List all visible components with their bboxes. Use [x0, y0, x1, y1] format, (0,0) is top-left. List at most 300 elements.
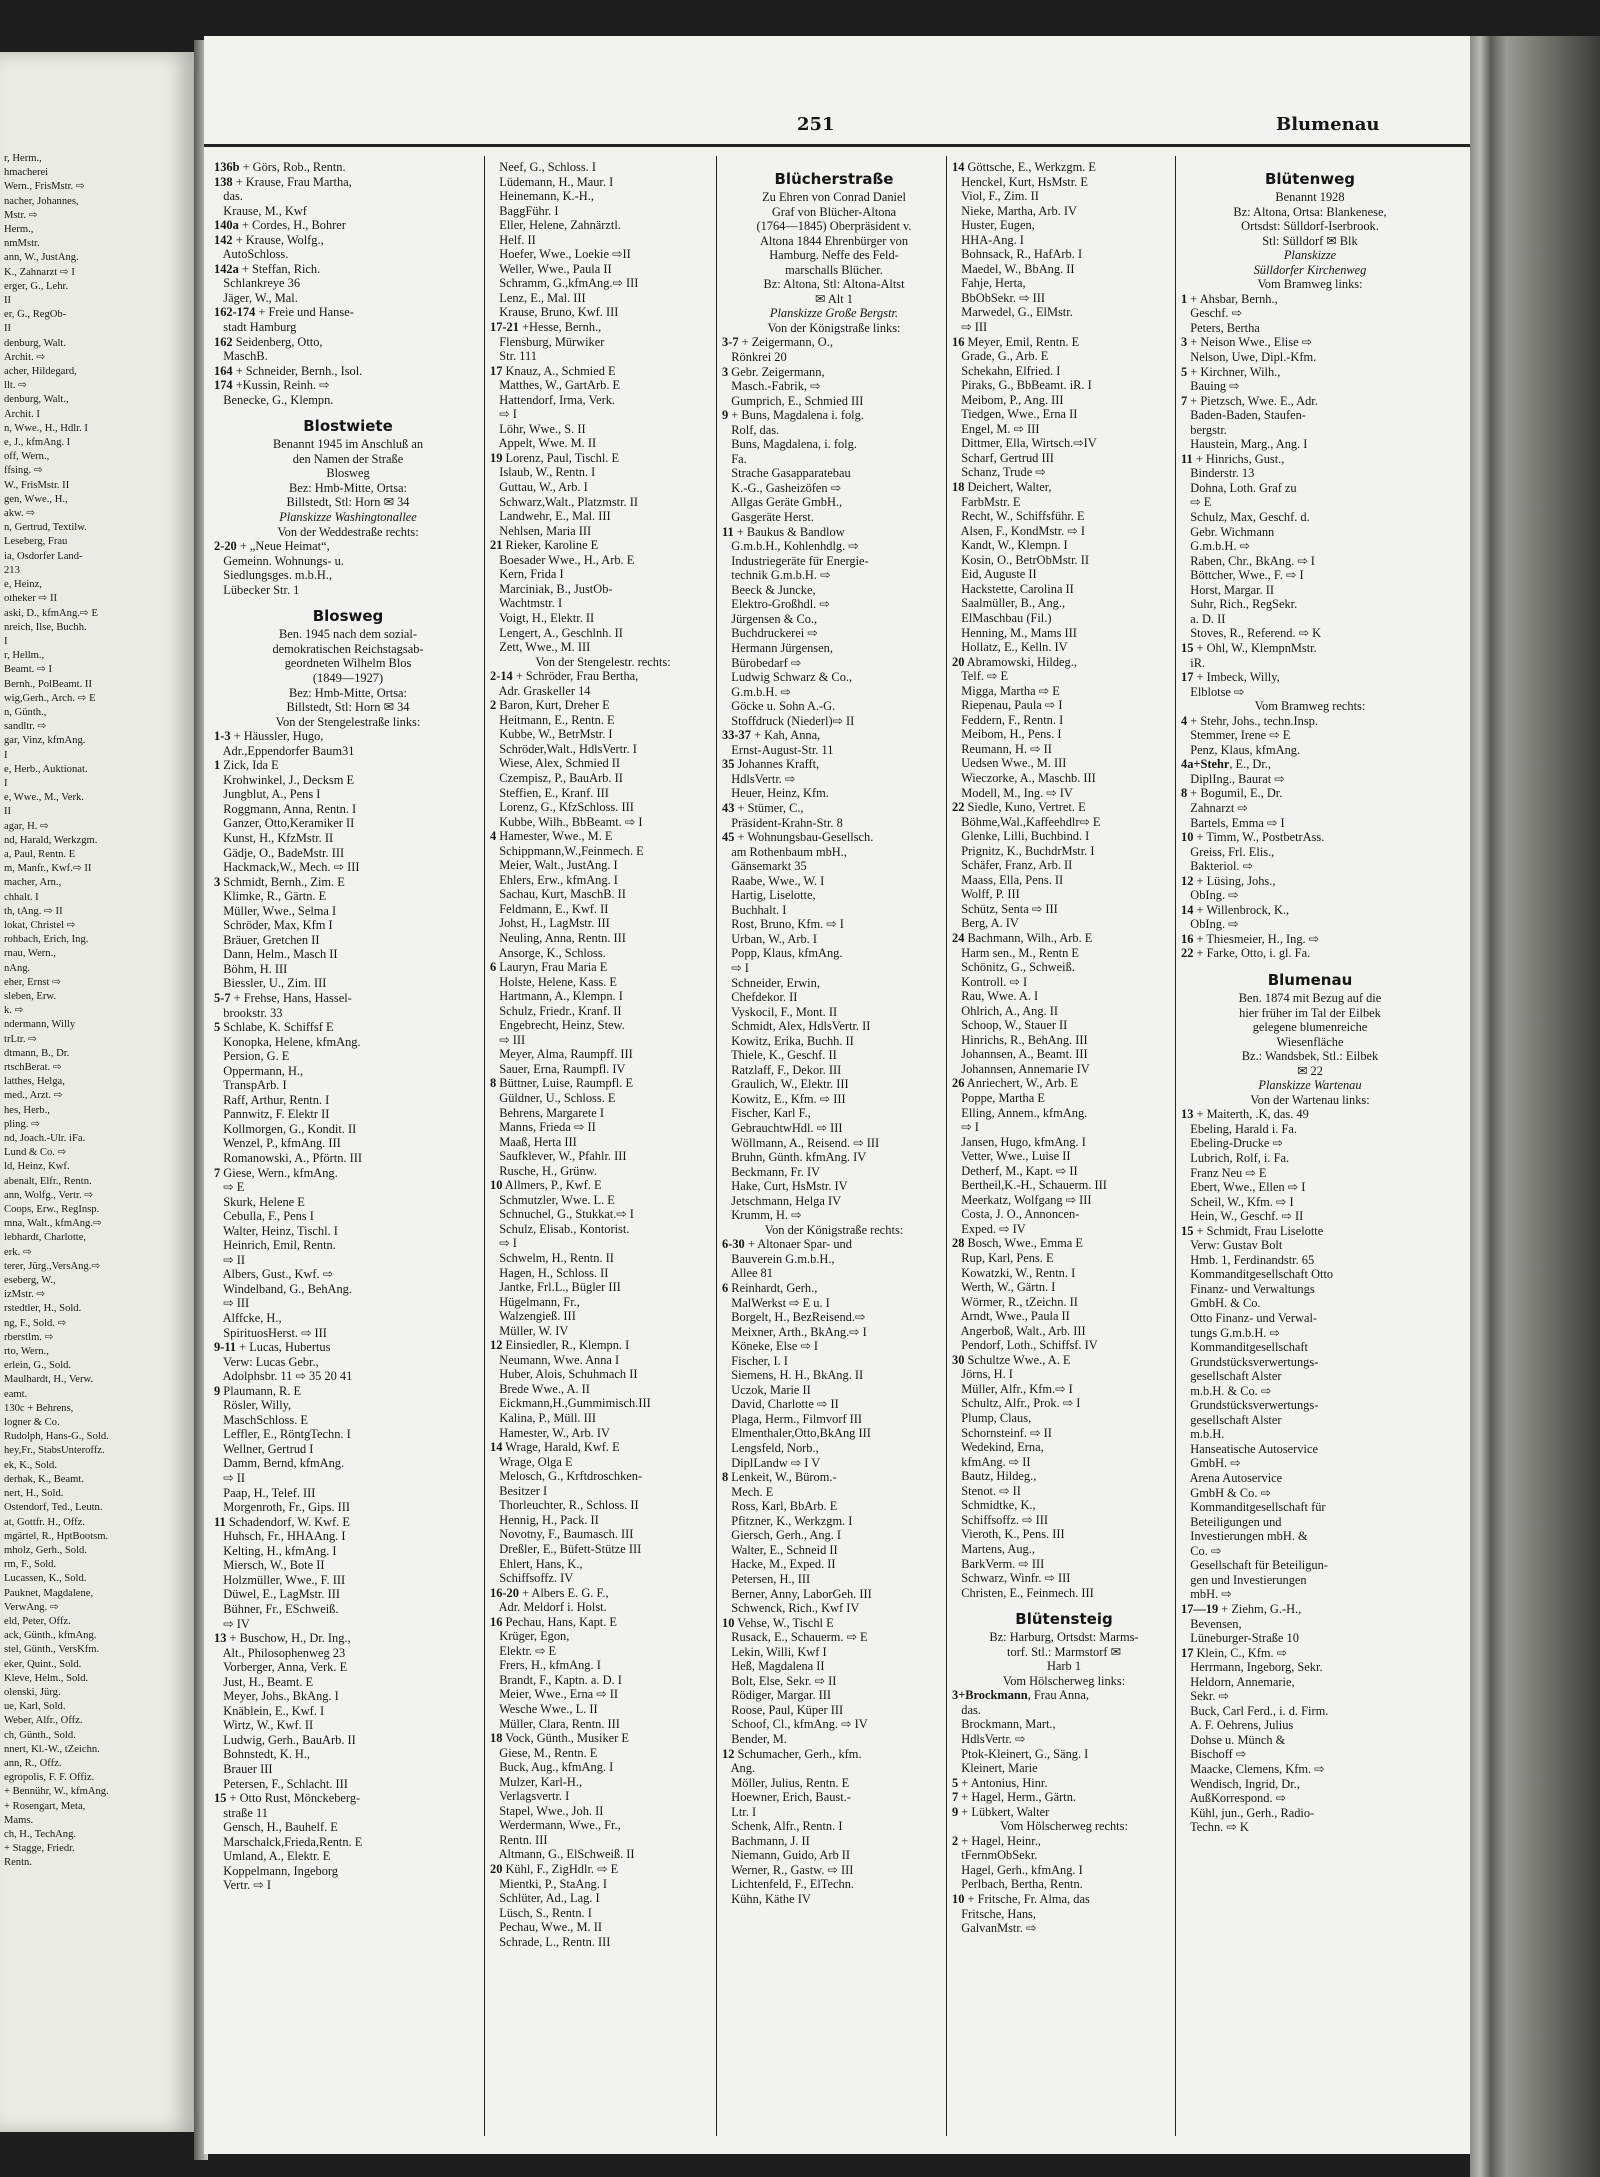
fragment-line: hey,Fr., StabsUnteroffz.	[4, 1445, 105, 1457]
house-number-entry: 6-30 + Altonaer Spar- und	[722, 1237, 852, 1252]
house-number-entry: 2 Baron, Kurt, Dreher E	[490, 698, 610, 713]
resident-line: ElMaschbau (Fil.)	[952, 610, 1052, 625]
fragment-line: nmMstr.	[4, 238, 40, 250]
house-number-entry: 20 Abramowski, Hildeg.,	[952, 654, 1077, 669]
fragment-line: nnert, Kl.-W., tZeichn.	[4, 1743, 100, 1755]
resident-line: Ptok-Kleinert, G., Säng. I	[952, 1746, 1089, 1761]
fragment-line: th, tAng. ⇨ II	[4, 905, 63, 917]
fragment-line: erger, G., Lehr.	[4, 280, 69, 292]
resident-line: technik G.m.b.H. ⇨	[722, 568, 831, 583]
resident-line: Bakteriol. ⇨	[1181, 859, 1253, 874]
fragment-line: otheker ⇨ II	[4, 593, 57, 605]
resident-line: Migga, Martha ⇨ E	[952, 683, 1060, 698]
resident-line: Rönkrei 20	[722, 350, 787, 365]
resident-line: Kubbe, Wilh., BbBeamt. ⇨ I	[490, 814, 643, 829]
fragment-line: II	[4, 323, 12, 335]
fragment-line: + Rosengart, Meta,	[4, 1800, 86, 1812]
resident-line: Windelband, G., BehAng.	[214, 1281, 352, 1296]
resident-line: Stoffdruck (Niederl)⇨ II	[722, 713, 855, 728]
fragment-line: eamt.	[4, 1388, 28, 1400]
resident-line: Schröder,Walt., HdlsVertr. I	[490, 741, 637, 756]
fragment-line: ann, W., JustAng.	[4, 252, 79, 264]
fragment-line: K., Zahnarzt ⇨ I	[4, 266, 75, 278]
resident-line: Dittmer, Ella, Wirtsch.⇨IV	[952, 436, 1097, 451]
resident-line: Ang.	[722, 1761, 756, 1776]
street-heading: Blütenweg	[1264, 170, 1356, 188]
page-number: 251	[797, 114, 835, 135]
resident-line: Buck, Carl Ferd., i. d. Firm.	[1181, 1703, 1329, 1718]
resident-line: Tiedgen, Wwe., Erna II	[952, 407, 1078, 422]
resident-line: GmbH & Co. ⇨	[1181, 1485, 1271, 1500]
house-number-entry: 9 + Lübkert, Walter	[952, 1804, 1050, 1819]
resident-line: Dohna, Loth. Graf zu	[1181, 480, 1297, 495]
fragment-line: VerwAng. ⇨	[4, 1601, 59, 1613]
resident-line: Manns, Frieda ⇨ II	[490, 1120, 596, 1135]
resident-line: Kollmorgen, G., Kondit. II	[214, 1121, 357, 1136]
house-number-entry: 6 Reinhardt, Gerh.,	[722, 1281, 818, 1296]
resident-line: Strache Gasapparatebau	[722, 466, 851, 481]
resident-line: Johst, H., LagMstr. III	[490, 916, 610, 931]
resident-line: Raben, Chr., BkAng. ⇨ I	[1181, 553, 1315, 568]
resident-line: Heuer, Heinz, Kfm.	[722, 786, 829, 801]
resident-line: Lübecker Str. 1	[214, 582, 300, 597]
fragment-line: Archit. ⇨	[4, 351, 46, 363]
house-number-entry: 8 + Bogumil, E., Dr.	[1181, 786, 1283, 801]
fragment-line: nert, H., Sold.	[4, 1488, 64, 1500]
resident-line: Walzengieß. III	[490, 1309, 576, 1324]
house-number-entry: 4a+Stehr, E., Dr.,	[1181, 757, 1272, 772]
resident-line: Düwel, E., LagMstr. III	[214, 1587, 340, 1602]
fragment-line: ann, Wolfg., Vertr. ⇨	[4, 1189, 94, 1201]
resident-line: Riepenau, Paula ⇨ I	[952, 698, 1063, 713]
house-number-entry: 17-21 +Hesse, Bernh.,	[490, 320, 602, 335]
fragment-line: Archit. I	[4, 408, 40, 420]
resident-line: David, Charlotte ⇨ II	[722, 1397, 839, 1412]
resident-line: Ganzer, Otto,Keramiker II	[214, 816, 355, 831]
fragment-line: Kleve, Helm., Sold.	[4, 1672, 89, 1684]
resident-line: Elling, Annem., kfmAng.	[952, 1105, 1088, 1120]
fragment-line: mholz, Gerh., Sold.	[4, 1544, 87, 1556]
resident-line: Löhr, Wwe., S. II	[490, 421, 586, 436]
resident-line: Hennig, H., Pack. II	[490, 1512, 599, 1527]
resident-line: Leffler, E., RöntgTechn. I	[214, 1427, 351, 1442]
resident-line: Böhme,Wal.,Kaffeehdlr⇨ E	[952, 814, 1101, 829]
resident-line: Lichtenfeld, F., ElTechn.	[722, 1877, 854, 1892]
fragment-line: aski, D., kfmAng.⇨ E	[4, 607, 98, 619]
fragment-line: sandltr. ⇨	[4, 721, 47, 733]
resident-line: Herrmann, Ingeborg, Sekr.	[1181, 1660, 1323, 1675]
resident-line: Kühn, Käthe IV	[722, 1891, 811, 1906]
resident-line: das.	[214, 189, 243, 204]
resident-line: Schultz, Alfr., Prok. ⇨ I	[952, 1396, 1081, 1411]
resident-line: Schütz, Senta ⇨ III	[952, 901, 1058, 916]
resident-line: Brede Wwe., A. II	[490, 1381, 590, 1396]
resident-line: Verw: Lucas Gebr.,	[214, 1354, 319, 1369]
resident-line: Besitzer I	[490, 1483, 548, 1498]
resident-line: Saufklever, W., Pfahlr. III	[490, 1149, 627, 1164]
resident-line: Kühl, jun., Gerh., Radio-	[1181, 1805, 1315, 1820]
resident-line: Peters, Bertha	[1181, 320, 1260, 335]
resident-line: GebrauchtwHdl. ⇨ III	[722, 1121, 843, 1135]
house-number-entry: 5 Schlabe, K. Schiffsf E	[214, 1020, 334, 1035]
fragment-line: nreich, Ilse, Buchh.	[4, 621, 87, 633]
resident-line: Schoof, Cl., kfmAng. ⇨ IV	[722, 1717, 868, 1732]
resident-line: Hollatz, E., Kelln. IV	[952, 640, 1068, 655]
house-number-entry: 15 + Schmidt, Frau Liselotte	[1181, 1223, 1324, 1238]
resident-line: Detherf, M., Kapt. ⇨ II	[952, 1163, 1078, 1178]
fragment-line: agar, H. ⇨	[4, 820, 49, 832]
resident-line: Schekahn, Elfried. I	[952, 363, 1061, 378]
house-number-entry: 136b + Görs, Rob., Rentn.	[214, 160, 346, 174]
resident-line: Frers, H., kfmAng. I	[490, 1658, 601, 1673]
resident-line: Schwelm, H., Rentn. II	[490, 1251, 614, 1266]
resident-line: Plaga, Herm., Filmvorf III	[722, 1411, 863, 1426]
house-number-entry: 174 +Kussin, Reinh. ⇨	[214, 378, 330, 393]
resident-line: Flensburg, Mürwiker	[490, 334, 605, 349]
resident-line: Heß, Magdalena II	[722, 1659, 825, 1674]
house-number-entry: 2 + Hagel, Heinr.,	[952, 1833, 1041, 1848]
house-number-entry: 9 Plaumann, R. E	[214, 1383, 302, 1398]
resident-line: Sauer, Erna, Raumpfl. IV	[490, 1061, 626, 1076]
resident-line: Beeck & Juncke,	[722, 582, 816, 597]
resident-line: Kubbe, W., BetrMstr. I	[490, 727, 613, 742]
resident-line: Raabe, Wwe., W. I	[722, 873, 825, 888]
resident-line: Ebert, Wwe., Ellen ⇨ I	[1181, 1180, 1306, 1195]
resident-line: Rolf, das.	[722, 422, 780, 437]
resident-line: Wörmer, R., tZeichn. II	[952, 1294, 1078, 1309]
resident-line: Graulich, W., Elektr. III	[722, 1077, 849, 1092]
fragment-line: mgärtel, R., HptBootsm.	[4, 1530, 109, 1542]
house-number-entry: 20 Kühl, F., ZigHdlr. ⇨ E	[490, 1861, 619, 1876]
house-number-entry: 18 Vock, Günth., Musiker E	[490, 1731, 629, 1746]
resident-line: Meixner, Arth., BkAng.⇨ I	[722, 1324, 867, 1339]
resident-line: Knäblein, E., Kwf. I	[214, 1703, 325, 1718]
resident-line: Finanz- und Verwaltungs	[1181, 1281, 1315, 1296]
house-number-entry: 10 Vehse, W., Tischl E	[722, 1615, 834, 1630]
resident-line: Investierungen mbH. &	[1181, 1529, 1308, 1544]
resident-line: Stapel, Wwe., Joh. II	[490, 1803, 604, 1818]
directory-column	[952, 160, 1176, 1936]
fragment-line: ack, Günth., kfmAng.	[4, 1630, 97, 1642]
resident-line: Skurk, Helene E	[214, 1194, 305, 1209]
resident-line: Biessler, U., Zim. III	[214, 976, 327, 991]
resident-line: Hamester, W., Arb. IV	[490, 1425, 610, 1440]
street-info-line: Bz.: Wandsbek, Stl.: Eilbek	[1241, 1049, 1379, 1064]
house-number-entry: 162-174 + Freie und Hanse-	[214, 305, 354, 320]
resident-line: Eller, Helene, Zahnärztl.	[490, 218, 621, 233]
street-info-line: Bz: Harburg, Ortsdst: Marms-	[989, 1630, 1139, 1645]
resident-line: ⇨ III	[952, 320, 988, 335]
resident-line: Landwehr, E., Mal. III	[490, 509, 611, 524]
resident-line: Alt., Philosophenweg 23	[214, 1645, 346, 1660]
street-info-line: Hamburg. Neffe des Feld-	[769, 248, 899, 263]
resident-line: Feddern, F., Rentn. I	[952, 712, 1064, 727]
fragment-line: denburg, Walt.	[4, 337, 67, 349]
fragment-line: chhalt. I	[4, 891, 39, 903]
house-number-entry: 33-37 + Kah, Anna,	[722, 728, 821, 743]
house-number-entry: 22 Siedle, Kuno, Vertret. E	[952, 800, 1086, 815]
fragment-line: + Stagge, Friedr.	[4, 1843, 75, 1855]
resident-line: Giese, M., Rentn. E	[490, 1745, 598, 1760]
running-head: Blumenau	[1276, 114, 1380, 135]
resident-line: Altmann, G., ElSchweiß. II	[490, 1847, 635, 1862]
resident-line: Schwarz, Winfr. ⇨ III	[952, 1571, 1071, 1586]
resident-line: Marciniak, B., JustOb-	[490, 581, 613, 596]
resident-line: Alsen, F., KondMstr. ⇨ I	[952, 523, 1085, 538]
fragment-line: ffsing. ⇨	[4, 465, 43, 477]
house-number-entry: 16-20 + Albers E. G. F.,	[490, 1585, 609, 1600]
resident-line: DiplIng., Baurat ⇨	[1181, 771, 1285, 786]
street-info-line: Graf von Blücher-Altona	[771, 204, 897, 219]
resident-line: iR.	[1181, 655, 1206, 670]
resident-line: Franz Neu ⇨ E	[1181, 1165, 1267, 1180]
resident-line: Neef, G., Schloss. I	[490, 160, 596, 174]
resident-line: Siedlungsges. m.b.H.,	[214, 568, 333, 583]
fragment-line: r, Hellm.,	[4, 650, 45, 662]
fragment-line: 130c + Behrens,	[4, 1402, 74, 1414]
resident-line: GalvanMstr. ⇨	[952, 1921, 1037, 1936]
fragment-line: pling. ⇨	[4, 1118, 40, 1130]
resident-line: Lekin, Willi, Kwf I	[722, 1644, 827, 1659]
street-info-line: Blosweg	[326, 466, 370, 481]
resident-line: Vieroth, K., Pens. III	[952, 1527, 1065, 1542]
resident-line: Kunst, H., KfzMstr. II	[214, 830, 334, 845]
resident-line: Schrade, L., Rentn. III	[490, 1934, 611, 1949]
street-info-line: ✉ Alt 1	[815, 291, 853, 306]
resident-line: Koppelmann, Ingeborg	[214, 1863, 338, 1878]
resident-line: A. F. Oehrens, Julius	[1181, 1718, 1294, 1733]
house-number-entry: 16 Meyer, Emil, Rentn. E	[952, 334, 1080, 349]
fragment-line: erlein, G., Sold.	[4, 1360, 72, 1372]
street-info-line: Von der Stengelestr. rechts:	[535, 654, 671, 669]
resident-line: Adolphsbr. 11 ⇨ 35 20 41	[214, 1369, 353, 1384]
house-number-entry: 4 + Stehr, Johs., techn.Insp.	[1181, 713, 1318, 728]
directory-column	[722, 160, 946, 1907]
fragment-line: k. ⇨	[4, 1005, 24, 1017]
resident-line: Raff, Arthur, Rentn. I	[214, 1092, 330, 1107]
house-number-entry: 5 + Antonius, Hinr.	[952, 1775, 1048, 1790]
resident-line: Bender, M.	[722, 1731, 787, 1746]
resident-line: MaschB.	[214, 349, 268, 364]
resident-line: Lenz, E., Mal. III	[490, 290, 586, 305]
resident-line: gen und Investierungen	[1181, 1572, 1307, 1587]
resident-line: Schnuchel, G., Stukkat.⇨ I	[490, 1207, 634, 1222]
house-number-entry: 14 + Willenbrock, K.,	[1181, 902, 1290, 917]
resident-line: Krause, Bruno, Kwf. III	[490, 305, 619, 320]
resident-line: Schröder, Max, Kfm I	[214, 918, 333, 933]
resident-line: Ross, Karl, BbArb. E	[722, 1499, 838, 1514]
house-number-entry: 30 Schultze Wwe., A. E	[952, 1352, 1071, 1367]
resident-line: Müller, Alfr., Kfm.⇨ I	[952, 1381, 1073, 1396]
house-number-entry: 14 Wrage, Harald, Kwf. E	[490, 1440, 620, 1455]
resident-line: ⇨ I	[490, 1236, 517, 1251]
fragment-line: sleben, Erw.	[4, 990, 56, 1002]
resident-line: Feldmann, E., Kwf. II	[490, 901, 609, 916]
house-number-entry: 3 Gebr. Zeigermann,	[722, 364, 825, 379]
resident-line: Müller, Wwe., Selma I	[214, 903, 337, 918]
resident-line: Kleinert, Marie	[952, 1761, 1038, 1776]
resident-line: Rentn. III	[490, 1832, 548, 1847]
fragment-line: logner & Co.	[4, 1417, 60, 1429]
resident-line: Engel, M. ⇨ III	[952, 421, 1040, 436]
resident-line: TranspArb. I	[214, 1078, 287, 1093]
resident-line: Bauing ⇨	[1181, 379, 1240, 394]
resident-line: Industriegeräte für Energie-	[722, 553, 869, 568]
resident-line: Bohnsack, R., HafArb. I	[952, 247, 1083, 262]
fragment-line: Weber, Alfr., Offz.	[4, 1715, 83, 1727]
resident-line: Roose, Paul, Küper III	[722, 1702, 844, 1717]
fragment-line: ann, R., Offz.	[4, 1757, 62, 1769]
street-heading: Blücherstraße	[774, 170, 894, 188]
resident-line: Huhsch, Fr., HHAAng. I	[214, 1529, 346, 1544]
house-number-entry: 6 Lauryn, Frau Maria E	[490, 960, 608, 975]
resident-line: ObIng. ⇨	[1181, 917, 1239, 932]
resident-line: Ehlers, Erw., kfmAng. I	[490, 872, 618, 887]
resident-line: Gänsemarkt 35	[722, 859, 807, 874]
resident-line: Rusack, E., Schauerm. ⇨ E	[722, 1630, 868, 1645]
resident-line: K.-G., Gasheizöfen ⇨	[722, 480, 842, 495]
fragment-line: derhak, K., Beamt.	[4, 1473, 85, 1485]
street-info-line: Ortsdst: Sülldorf-Iserbrook.	[1241, 219, 1379, 234]
resident-line: Kalina, P., Müll. III	[490, 1411, 596, 1426]
resident-line: Geschf. ⇨	[1181, 306, 1242, 321]
resident-line: Borgelt, H., BezReisend.⇨	[722, 1310, 866, 1325]
fragment-line: nAng.	[4, 962, 31, 974]
resident-line: Persion, G. E	[214, 1049, 290, 1064]
resident-line: Rusche, H., Grünw.	[490, 1163, 597, 1178]
street-heading: Blütensteig	[1015, 1610, 1113, 1629]
resident-line: Zett, Wwe., M. III	[490, 640, 591, 655]
fragment-line: eseberg, W.,	[4, 1275, 56, 1287]
resident-line: Str. 111	[490, 349, 537, 364]
resident-line: Wirtz, W., Kwf. II	[214, 1718, 314, 1733]
resident-line: Hartig, Liselotte,	[722, 888, 816, 903]
house-number-entry: 14 Göttsche, E., Werkzgm. E	[952, 160, 1096, 174]
house-number-entry: 12 + Lüsing, Johs.,	[1181, 873, 1276, 888]
fragment-line: + Bennühr, W., kfmAng.	[4, 1786, 109, 1798]
resident-line: Poppe, Martha E	[952, 1091, 1045, 1105]
house-number-entry: 7 + Hagel, Herm., Gärtn.	[952, 1790, 1076, 1805]
house-number-entry: 11 + Baukus & Bandlow	[722, 524, 845, 539]
resident-line: Rost, Bruno, Kfm. ⇨ I	[722, 917, 844, 932]
fragment-line: n, Gertrud, Textilw.	[4, 522, 87, 534]
resident-line: Hackstette, Carolina II	[952, 581, 1074, 596]
resident-line: Präsident-Krahn-Str. 8	[722, 815, 843, 830]
resident-line: HdlsVertr. ⇨	[722, 771, 796, 786]
resident-line: Maedel, W., BbAng. II	[952, 261, 1075, 276]
resident-line: Verlagsvertr. I	[490, 1789, 570, 1804]
resident-line: Klimke, R., Gärtn. E	[214, 889, 327, 904]
fragment-line: e, J., kfmAng. I	[4, 437, 71, 449]
resident-line: Köneke, Else ⇨ I	[722, 1339, 819, 1354]
resident-line: Masch.-Fabrik, ⇨	[722, 379, 821, 394]
resident-line: Grundstücksverwertungs-	[1181, 1398, 1319, 1413]
resident-line: Schmidt, Alex, HdlsVertr. II	[722, 1019, 871, 1034]
resident-line: GmbH. ⇨	[1181, 1456, 1241, 1471]
resident-line: Schäfer, Franz, Arb. II	[952, 858, 1073, 873]
resident-line: Elektro-Großhdl. ⇨	[722, 597, 830, 612]
house-number-entry: 142a + Steffan, Rich.	[214, 261, 321, 276]
resident-line: Dohse u. Münch &	[1181, 1732, 1286, 1747]
house-number-entry: 19 Lorenz, Paul, Tischl. E	[490, 450, 620, 465]
fragment-line: macher, Arn.,	[4, 877, 62, 889]
resident-line: Güldner, U., Schloss. E	[490, 1091, 616, 1105]
fragment-line: n, Günth.,	[4, 706, 47, 718]
street-info-line: Bez: Hmb-Mitte, Ortsa:	[288, 685, 408, 700]
resident-line: Rödiger, Margar. III	[722, 1688, 832, 1703]
resident-line: ⇨ II	[214, 1252, 246, 1267]
resident-line: Böhm, H. III	[214, 961, 288, 976]
resident-line: Otto Finanz- und Verwal-	[1181, 1311, 1318, 1326]
resident-line: Henning, M., Mams III	[952, 625, 1077, 640]
resident-line: Bühner, Fr., ESchweiß.	[214, 1601, 339, 1616]
resident-line: Miersch, W., Bote II	[214, 1558, 325, 1573]
resident-line: ⇨ I	[952, 1120, 979, 1135]
fragment-line: hes, Herb.,	[4, 1104, 50, 1116]
resident-line: Fritsche, Hans,	[952, 1906, 1036, 1921]
resident-line: Harm sen., M., Rentn E	[952, 945, 1079, 960]
planskizze-note: Planskizze Wartenau	[1258, 1078, 1362, 1093]
house-number-entry: 10 + Fritsche, Fr. Alma, das	[952, 1891, 1090, 1906]
fragment-line: llt. ⇨	[4, 380, 28, 392]
resident-line: Heldorn, Annemarie,	[1181, 1674, 1295, 1689]
resident-line: Schwenck, Rich., Kwf IV	[722, 1601, 860, 1616]
resident-line: Werth, W., Gärtn. I	[952, 1280, 1056, 1295]
resident-line: Maass, Ella, Pens. II	[952, 872, 1064, 887]
resident-line: Guttau, W., Arb. I	[490, 480, 588, 495]
resident-line: Bolt, Else, Sekr. ⇨ II	[722, 1673, 837, 1688]
resident-line: Petersen, H., III	[722, 1571, 811, 1586]
house-number-entry: 9-11 + Lucas, Hubertus	[214, 1340, 331, 1355]
resident-line: Thorleuchter, R., Schloss. II	[490, 1498, 639, 1513]
street-info-line: (1849—1927)	[312, 670, 384, 685]
resident-line: Bartels, Emma ⇨ I	[1181, 815, 1285, 830]
fragment-line: akw. ⇨	[4, 508, 36, 520]
resident-line: Meyer, Alma, Raumpff. III	[490, 1047, 633, 1062]
resident-line: Kern, Frida I	[490, 567, 564, 582]
resident-line: Helf. II	[490, 232, 536, 247]
fragment-line: ue, Karl, Sold.	[4, 1701, 66, 1713]
house-number-entry: 5 + Kirchner, Wilh.,	[1181, 364, 1281, 379]
house-number-entry: 7 + Pietzsch, Wwe. E., Adr.	[1181, 393, 1318, 408]
resident-line: Hein, W., Geschf. ⇨ II	[1181, 1209, 1304, 1224]
resident-line: Fa.	[722, 451, 747, 466]
resident-line: Gädje, O., BadeMstr. III	[214, 845, 345, 860]
street-info-line: Altona 1844 Ehrenbürger von	[759, 233, 909, 248]
street-info-line: Vom Bramweg rechts:	[1254, 699, 1366, 714]
fragment-line: erk. ⇨	[4, 1246, 32, 1258]
resident-line: Exped. ⇨ IV	[952, 1221, 1026, 1236]
resident-line: Meibom, P., Ang. III	[952, 392, 1064, 407]
fragment-line: abenalt, Elfr., Rentn.	[4, 1175, 92, 1187]
resident-line: Modell, M., Ing. ⇨ IV	[952, 785, 1073, 800]
fragment-line: ng, F., Sold. ⇨	[4, 1317, 67, 1329]
resident-line: Berg, A. IV	[952, 916, 1019, 931]
fragment-line: off, Wern.,	[4, 451, 50, 463]
street-info-line: Ben. 1945 nach dem sozial-	[279, 627, 417, 642]
resident-line: Steffien, E., Kranf. III	[490, 785, 609, 800]
resident-line: Plump, Claus,	[952, 1411, 1032, 1426]
resident-line: Schoop, W., Stauer II	[952, 1018, 1068, 1033]
fragment-line: med., Arzt. ⇨	[4, 1090, 63, 1102]
resident-line: Novotny, F., Baumasch. III	[490, 1527, 634, 1542]
resident-line: das.	[952, 1702, 981, 1717]
fragment-line: mna, Walt., kfmAng.⇨	[4, 1218, 102, 1230]
fragment-line: m, Manfr., Kwf.⇨ II	[4, 863, 92, 875]
house-number-entry: 3-7 + Zeigermann, O.,	[722, 335, 833, 350]
directory-column	[490, 160, 716, 1949]
house-number-entry: 16 + Thiesmeier, H., Ing. ⇨	[1181, 931, 1320, 946]
